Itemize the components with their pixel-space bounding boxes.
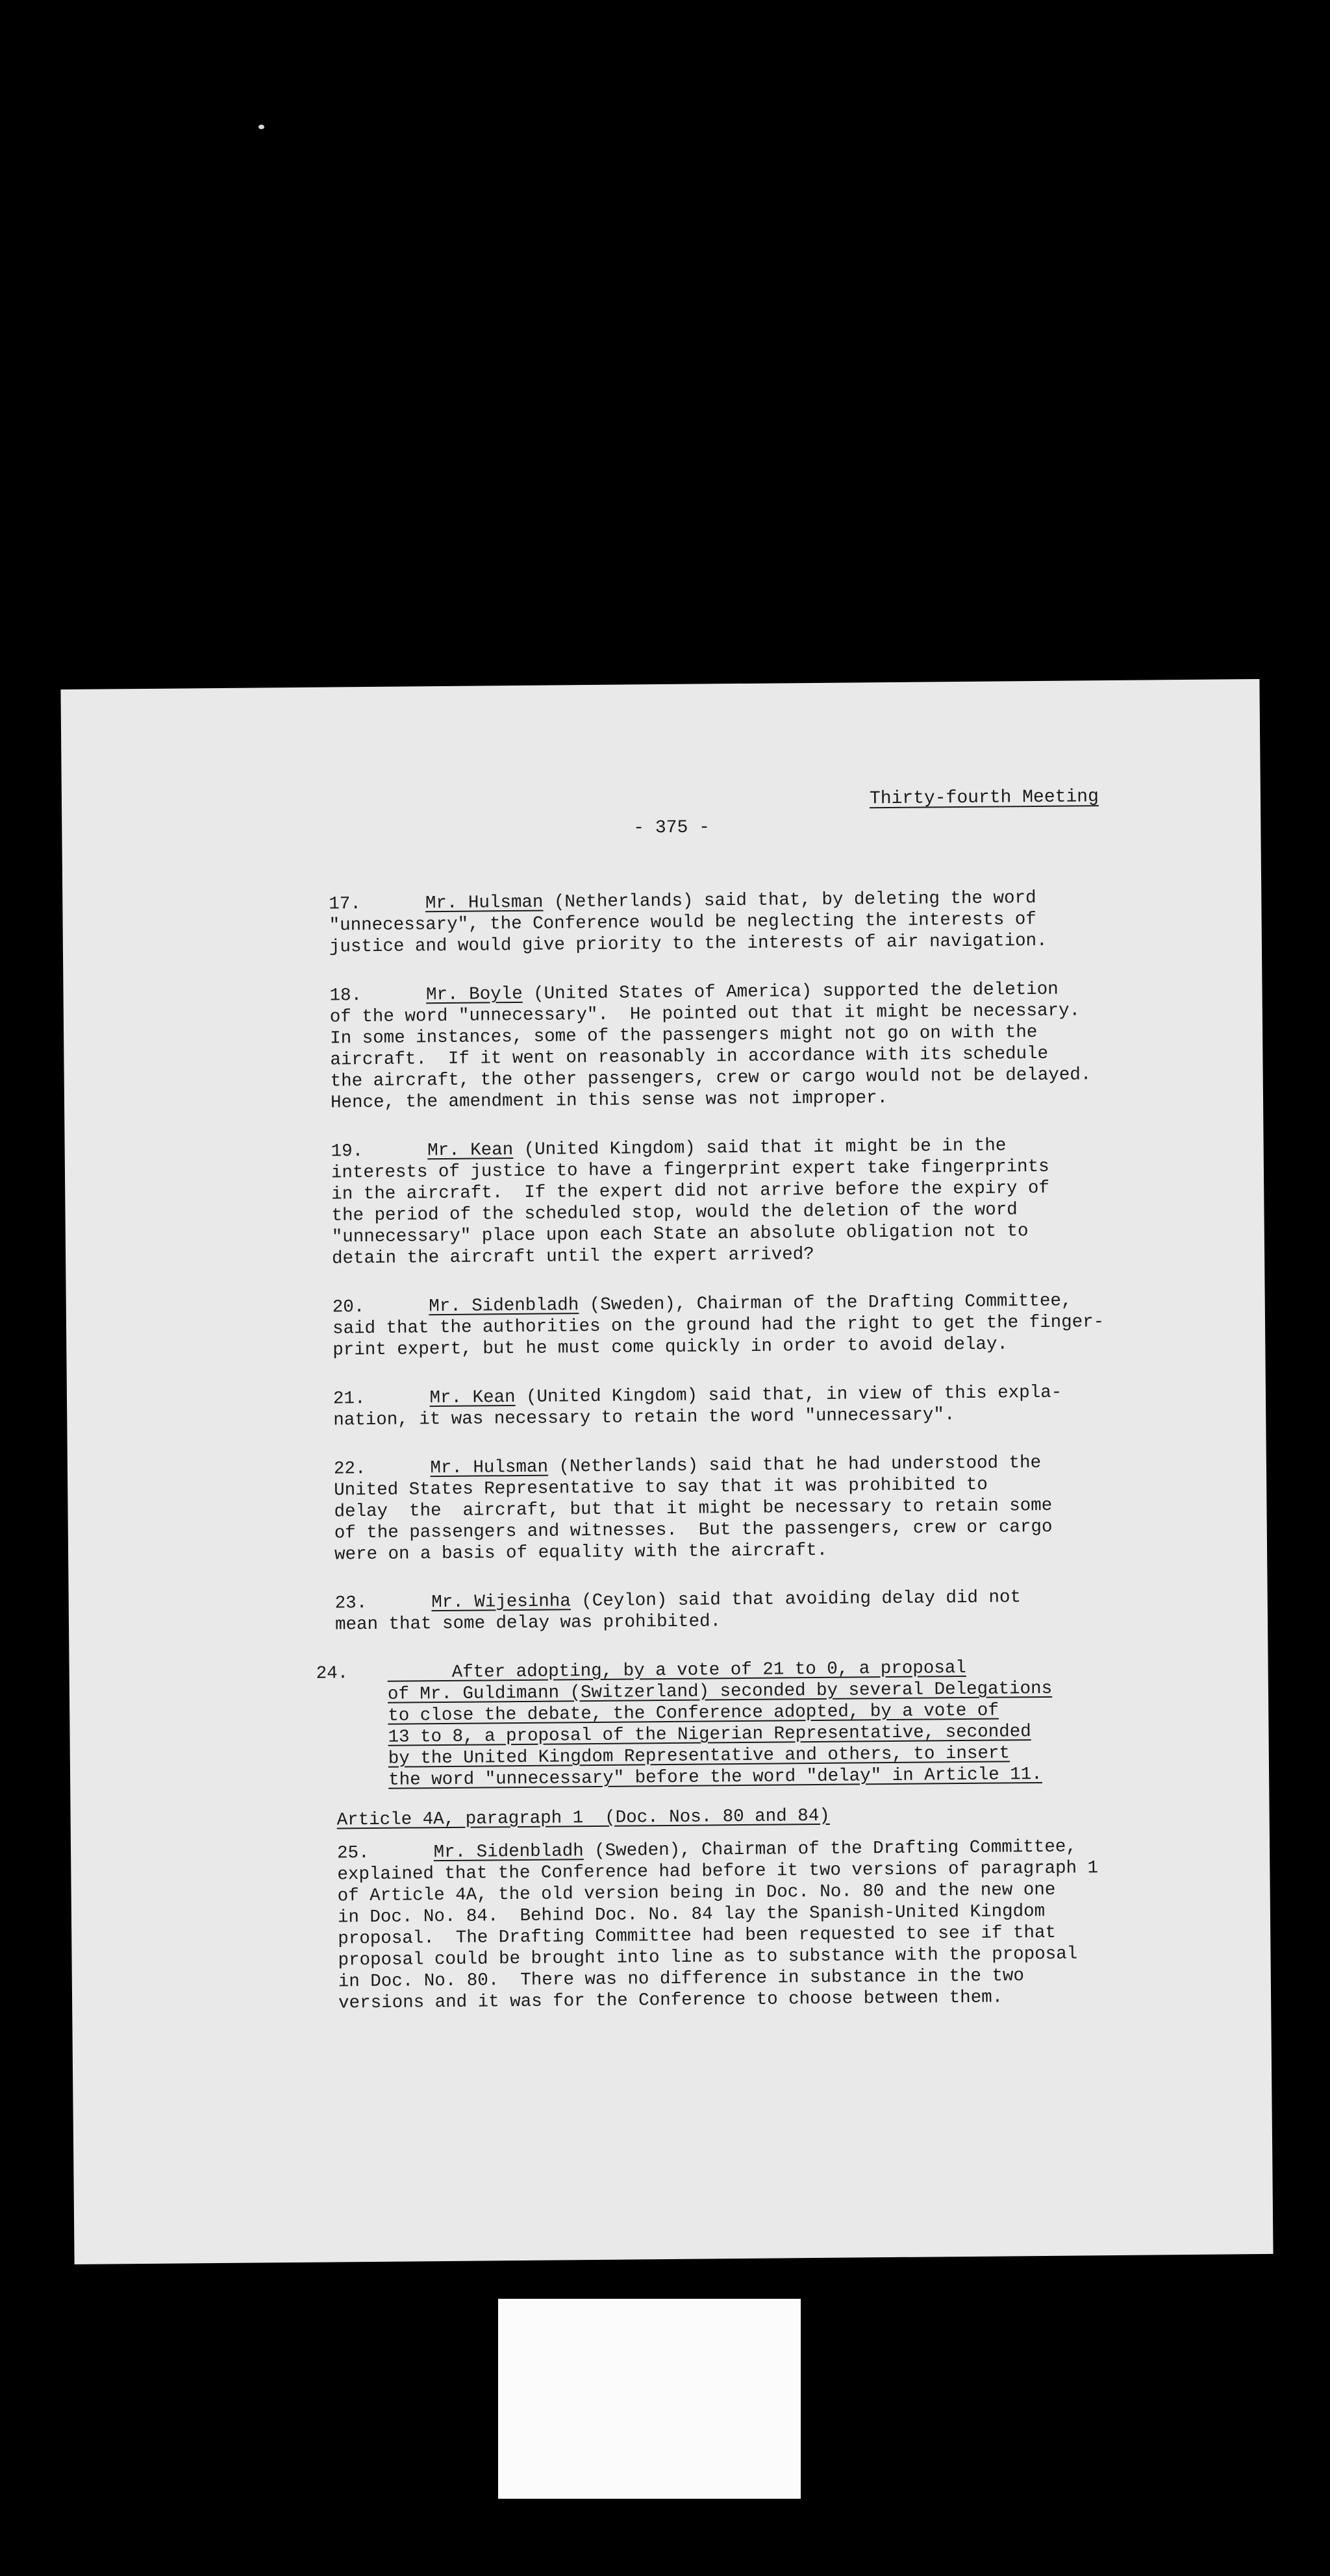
decision-text: After adopting, by a vote of 21 to 0, a proposal of Mr. Guldimann (Switzerland) seconded by several Delegations to close the debate, the Conference adopted, by a vote of 13 to 8, a proposal of the Nigerian Representative, seconded by the United Kingdom Representative and others, to insert the word "unnecessary" before the word "delay" in Article 11. [387, 1657, 1053, 1790]
paragraph-20 [332, 1289, 1151, 1361]
document-page [60, 679, 1273, 2264]
paragraph-text: (Sweden), Chairman of the Drafting Committee, said that the authorities on the ground had the right to get the finger- print expert, but he must come quickly in order to avoid delay. [332, 1291, 1105, 1361]
blank-index-card [498, 2299, 801, 2499]
paragraph-text: (Netherlands) said that, by deleting the word "unnecessary", the Conference would be neglecting the interests of justice and would give priority to the interests of air navigation. [329, 888, 1048, 958]
speaker-name: Mr. Hulsman [425, 892, 544, 914]
paragraph-25 [337, 1835, 1157, 2014]
paragraph-19 [331, 1134, 1151, 1270]
paragraph-18 [329, 978, 1149, 1114]
page-number: - 375 - [633, 817, 710, 839]
paragraph-number: 24. [316, 1663, 349, 1684]
paragraph-number: 23. [334, 1593, 368, 1614]
scan-speck [258, 125, 264, 129]
speaker-name: Mr. Wijesinha [431, 1591, 571, 1613]
paragraph-number: 17. [329, 894, 362, 915]
speaker-name: Mr. Sidenbladh [429, 1295, 579, 1317]
paragraph-17 [329, 887, 1148, 958]
paragraph-text: (United Kingdom) said that it might be in the interests of justice to have a fingerprint expert take fingerprints in the aircraft. If the expert did not arrive before the expiry of the period of the scheduled stop, would the deletion of the word "unnecessary" place upon each State an absolute obligation not to detain the aircraft until the expert arrived? [331, 1135, 1050, 1269]
paragraph-24-decision [316, 1655, 1155, 1791]
speaker-name: Mr. Sidenbladh [433, 1841, 584, 1863]
section-heading: Article 4A, paragraph 1 (Doc. Nos. 80 and 84) [336, 1805, 830, 1831]
paragraph-text: (Netherlands) said that he had understood the United States Representative to say that it was prohibited to delay the aircraft, but that it might be necessary to retain some of the passengers and witnesses. But the passengers, crew or cargo were on a basis of equality with the aircraft. [334, 1452, 1053, 1565]
paragraph-text: (United States of America) supported the deletion of the word "unnecessary". He pointed out that it might be necessary. In some instances, some of the passengers might not go on with the aircraft. If it went on reasonably in accordance with its schedule the aircraft, the other passengers, crew or cargo would not be delayed. Hence, the amendment in this sense was not improper. [329, 979, 1092, 1113]
speaker-name: Mr. Kean [427, 1140, 514, 1161]
paragraph-text: (Sweden), Chairman of the Drafting Committee, explained that the Conference had before it two versions of paragraph 1 of Article 4A, the old version being in Doc. No. 80 and the new one in Doc. No. 84. Behind Doc. No. 84 lay the Spanish-United Kingdom proposal. The Drafting Committee had been requested to see if that proposal could be brought into line as to substance with the proposal in Doc. No. 80. There was no difference in substance in the two versions and it was for the Conference to choose between them. [337, 1837, 1099, 2014]
document-body [316, 887, 1157, 2042]
speaker-name: Mr. Boyle [425, 984, 523, 1006]
paragraph-23 [335, 1585, 1154, 1635]
paragraph-number: 19. [331, 1141, 364, 1162]
paragraph-text: (Ceylon) said that avoiding delay did not mean that some delay was prohibited. [334, 1587, 1022, 1635]
speaker-name: Mr. Kean [429, 1387, 516, 1409]
paragraph-number: 20. [332, 1297, 365, 1318]
paragraph-number: 18. [329, 985, 362, 1006]
paragraph-number: 21. [332, 1389, 366, 1409]
paragraph-number: 22. [333, 1459, 366, 1480]
paragraph-text: (United Kingdom) said that, in view of this expla- nation, it was necessary to retain the word "unnecessary". [333, 1382, 1062, 1431]
paragraph-22 [334, 1451, 1153, 1565]
meeting-header: Thirty-fourth Meeting [869, 787, 1099, 810]
paragraph-number: 25. [336, 1843, 370, 1864]
speaker-name: Mr. Hulsman [430, 1457, 549, 1479]
paragraph-21 [333, 1381, 1152, 1431]
